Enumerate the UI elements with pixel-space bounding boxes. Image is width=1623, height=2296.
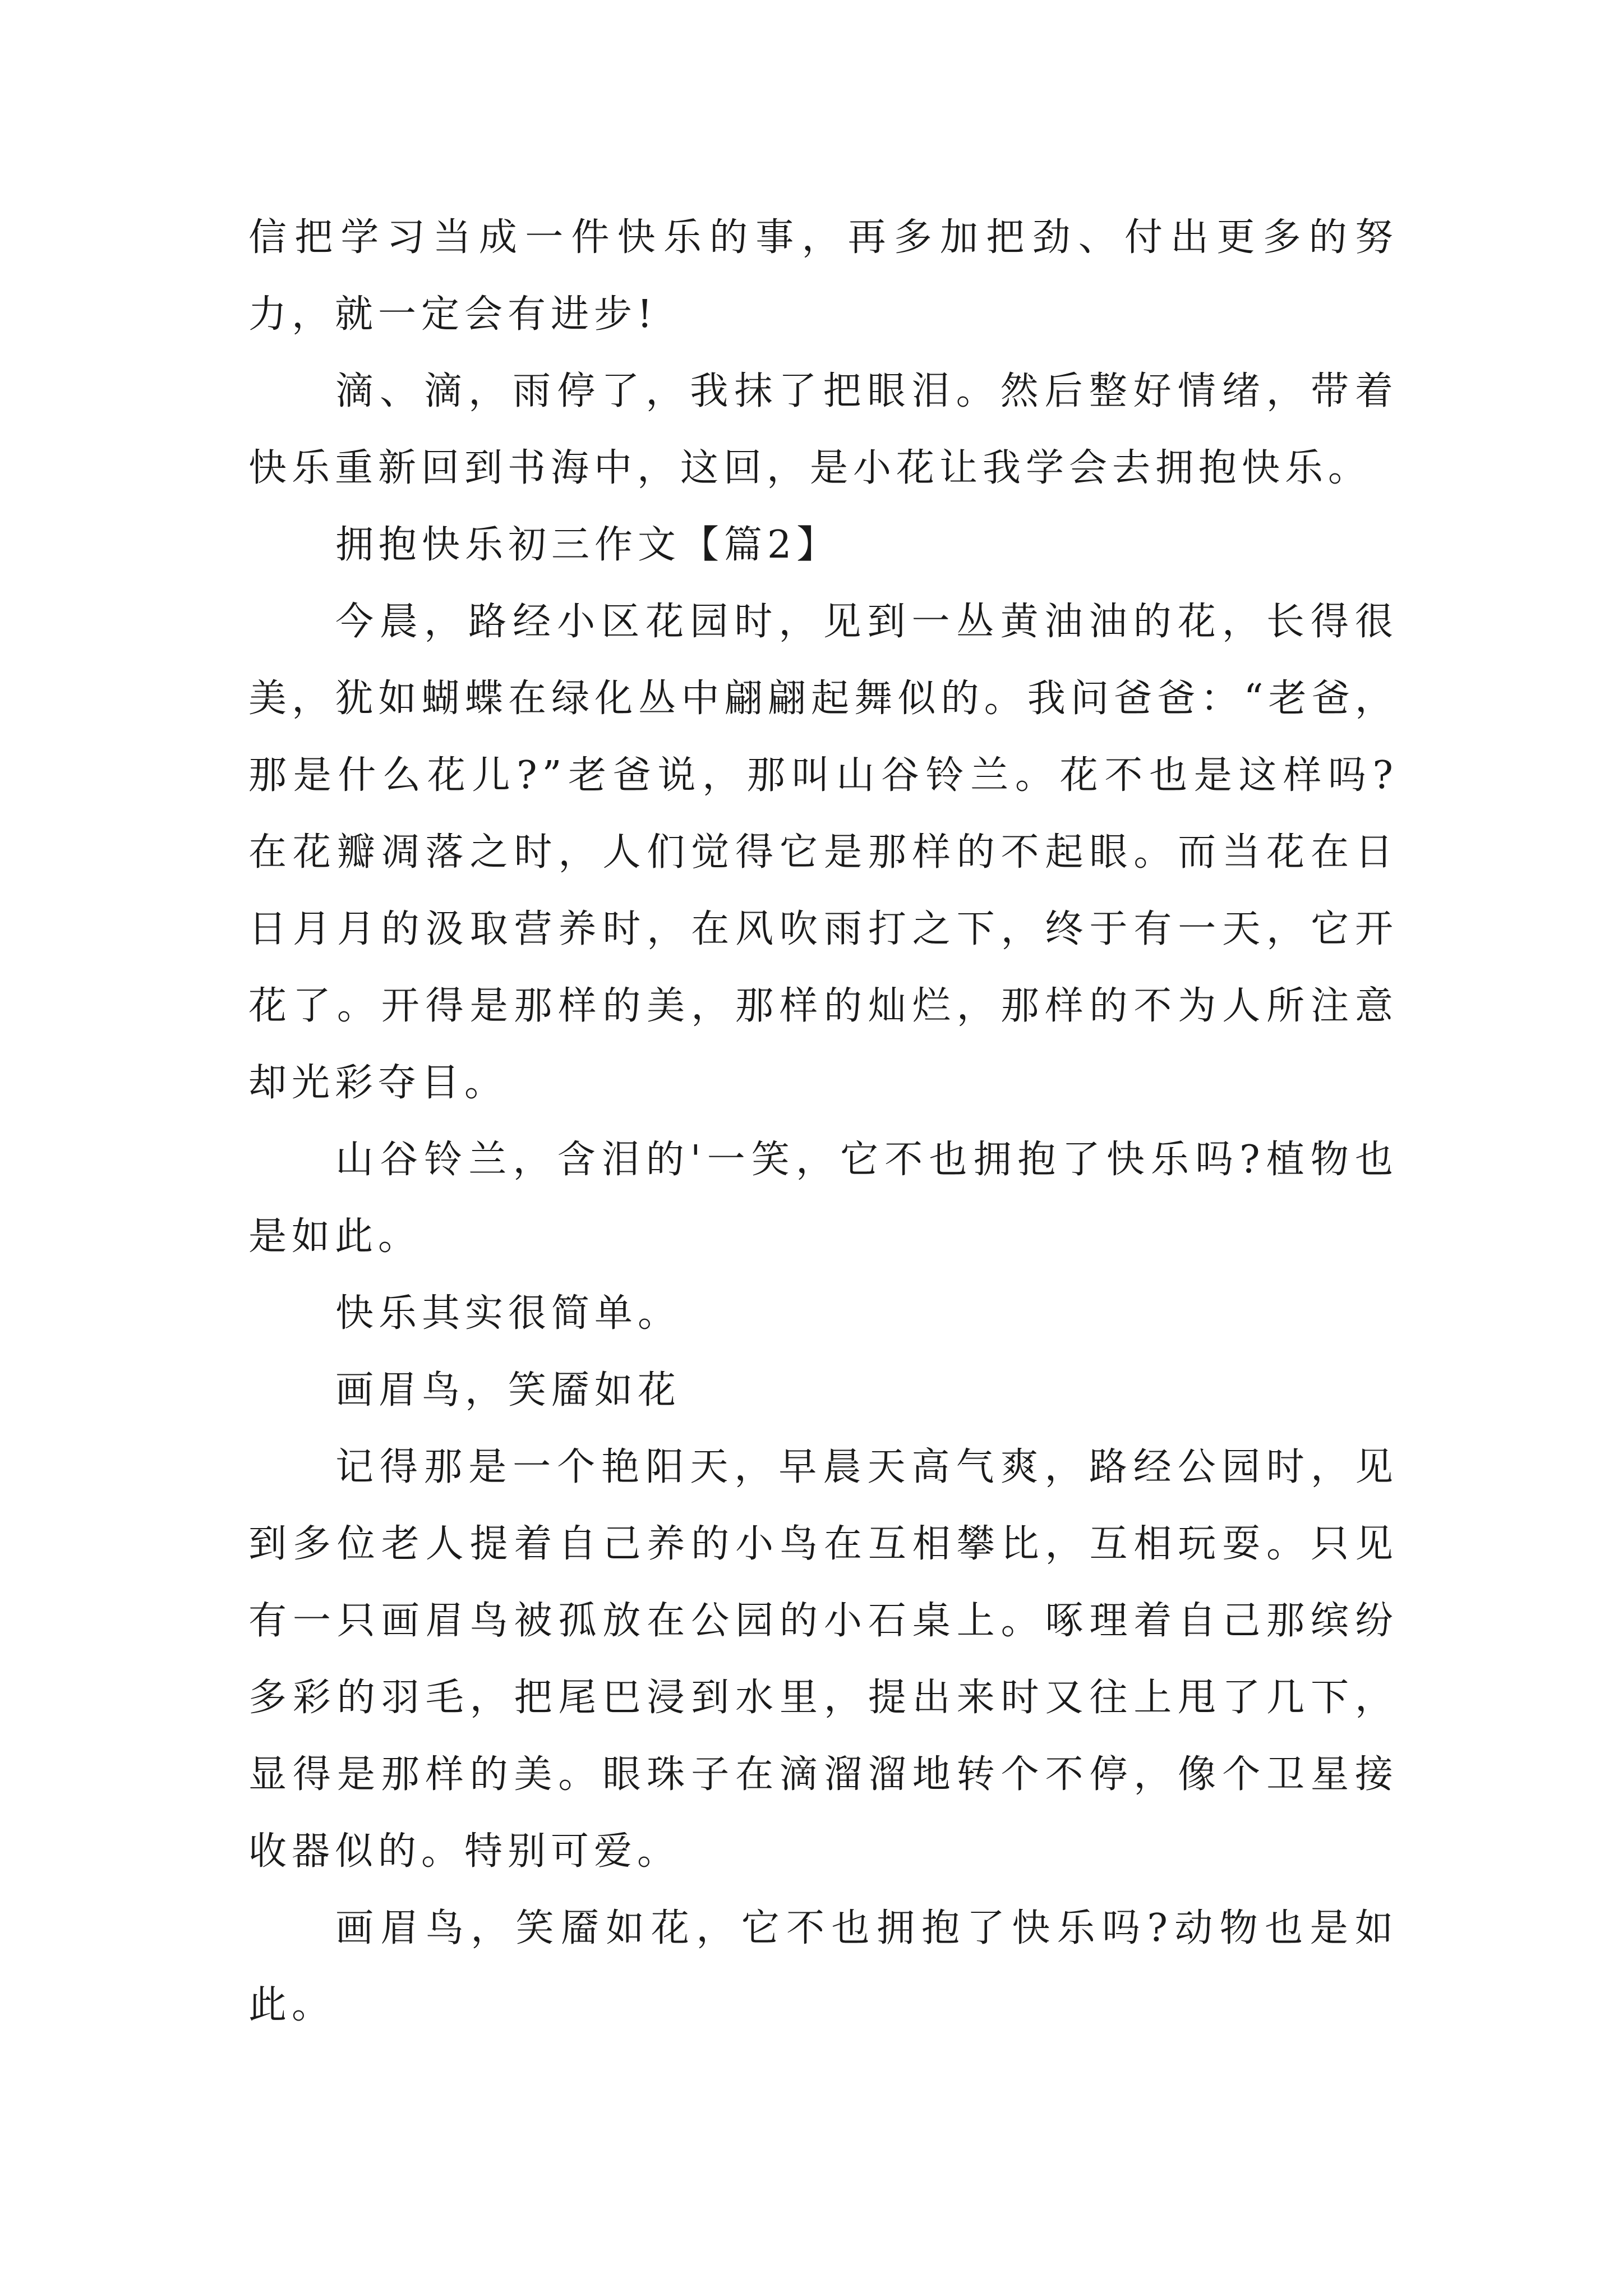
paragraph-lily: 山谷铃兰，含泪的'一笑，它不也拥抱了快乐吗?植物也是如此。 bbox=[248, 1138, 1398, 1259]
paragraph-bird: 记得那是一个艳阳天，早晨天高气爽，路经公园时，见到多位老人提着自己养的小鸟在互相攀比，互相玩耍。只见有一只画眉鸟被孤放在公园的小石桌上。啄理着自己那缤纷多彩的羽毛，把尾巴浸到水里，提出来时又往上甩了几下，显得是那样的美。眼珠子在滴溜溜地转个不停，像个卫星接收器似的。特别可爱。 bbox=[248, 1445, 1398, 1874]
document-body bbox=[248, 199, 1398, 2044]
paragraph-subheading: 画眉鸟，笑靥如花 bbox=[335, 1368, 681, 1412]
paragraph-continued: 信把学习当成一件快乐的事，再多加把劲、付出更多的努力，就一定会有进步! bbox=[248, 215, 1398, 337]
paragraph-simple: 快乐其实很简单。 bbox=[335, 1291, 681, 1336]
paragraph-flower: 今晨，路经小区花园时，见到一丛黄油油的花，长得很美，犹如蝴蝶在绿化丛中翩翩起舞似的。我问爸爸：“老爸，那是什么花儿?”老爸说，那叫山谷铃兰。花不也是这样吗?在花瓣凋落之时，人们觉得它是那样的不起眼。而当花在日日月月的汲取营养时，在风吹雨打之下，终于有一天，它开花了。开得是那样的美，那样的灿烂，那样的不为人所注意却光彩夺目。 bbox=[248, 600, 1398, 1105]
paragraph-bird-end: 画眉鸟，笑靥如花，它不也拥抱了快乐吗?动物也是如此。 bbox=[248, 1906, 1398, 2027]
section-heading: 拥抱快乐初三作文【篇2】 bbox=[335, 523, 840, 567]
paragraph-rain-stops: 滴、滴，雨停了，我抹了把眼泪。然后整好情绪，带着快乐重新回到书海中，这回，是小花让我学会去拥抱快乐。 bbox=[248, 369, 1398, 490]
